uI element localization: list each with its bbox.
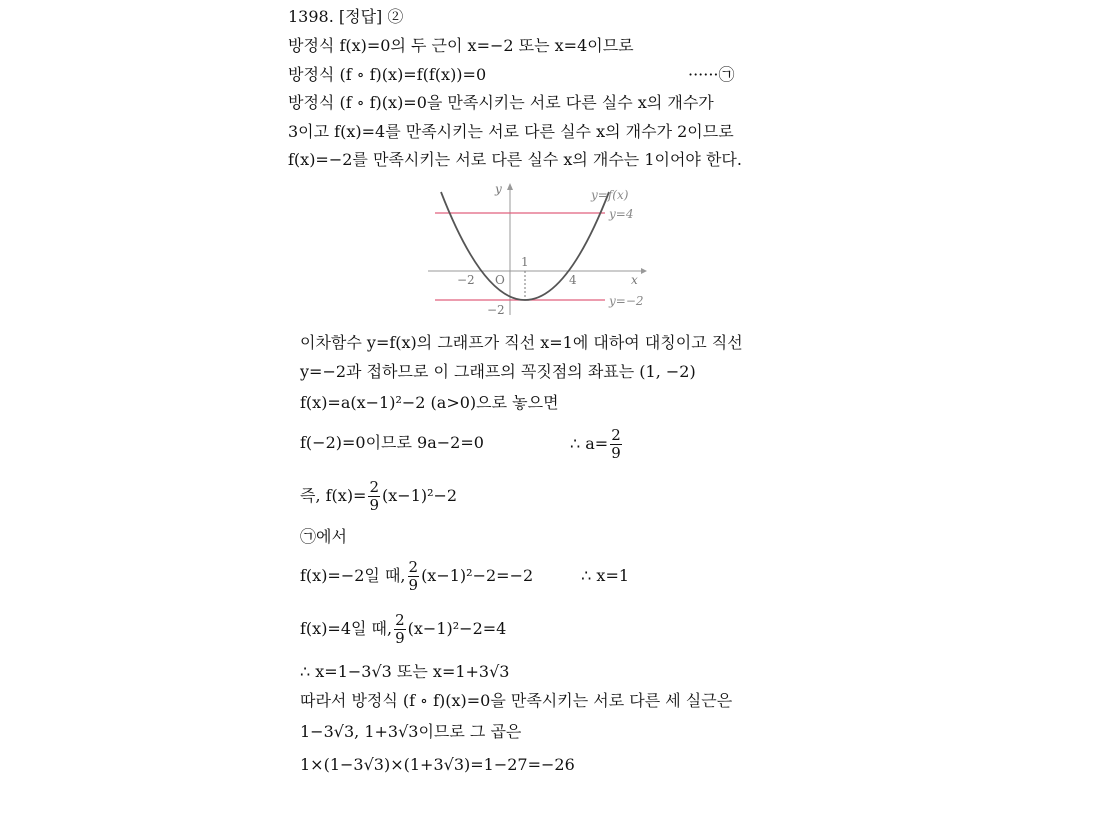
- equation-left: f(x)=4일 때,: [300, 619, 393, 638]
- text-line-2: 방정식 (f ∘ f)(x)=f(f(x))=0: [288, 65, 487, 84]
- equation-right: (x−1)²−2=4: [407, 619, 507, 638]
- fraction-a: [610, 427, 622, 462]
- text-line-1: 방정식 f(x)=0의 두 근이 x=−2 또는 x=4이므로: [288, 36, 634, 55]
- equation-f-formula: [300, 476, 457, 516]
- origin-label: O: [495, 273, 505, 287]
- tick-label-minus2: −2: [457, 273, 475, 287]
- equation-left: f(x)=−2일 때,: [300, 566, 406, 585]
- equation-right: (x−1)²−2=−2: [421, 566, 534, 585]
- equation-a-value: [570, 424, 624, 464]
- text-line-3: 방정식 (f ∘ f)(x)=0을 만족시키는 서로 다른 실수 x의 개수가: [288, 93, 714, 112]
- equation-case-minus2: [300, 556, 629, 596]
- fraction-numerator: 2: [408, 557, 419, 576]
- equation-marker: ······㉠: [688, 65, 735, 84]
- text-line-5: f(x)=−2를 만족시키는 서로 다른 실수 x의 개수는 1이어야 한다.: [288, 150, 742, 169]
- fraction-two-ninths: [394, 612, 406, 647]
- tick-label-1: 1: [521, 255, 529, 269]
- y-axis-arrow: [507, 183, 513, 190]
- from-equation-marker: ㉠에서: [300, 527, 347, 546]
- solution-line-2: y=−2과 접하므로 이 그래프의 꼭짓점의 좌표는 (1, −2): [300, 362, 696, 381]
- fraction-denominator: 9: [408, 575, 419, 594]
- problem-header: 1398. [정답] ②: [288, 7, 404, 26]
- fraction-denominator: 9: [611, 443, 621, 462]
- equation-case-4: [300, 609, 506, 649]
- line-bottom-label: y=−2: [609, 294, 644, 308]
- fraction-denominator: 9: [369, 495, 380, 514]
- y-axis-label: y: [495, 182, 502, 196]
- equation-left: 즉, f(x)=: [300, 486, 367, 505]
- tick-label-4: 4: [569, 273, 577, 287]
- equation-f-minus2: f(−2)=0이므로 9a−2=0: [300, 433, 484, 452]
- tick-label-y-minus2: −2: [487, 303, 505, 317]
- parabola-graph: [423, 180, 653, 318]
- solution-line-1: 이차함수 y=f(x)의 그래프가 직선 x=1에 대하여 대칭이고 직선: [300, 333, 743, 352]
- therefore-x1: ∴ x=1: [581, 566, 630, 585]
- text-line-4: 3이고 f(x)=4를 만족시키는 서로 다른 실수 x의 개수가 2이므로: [288, 122, 734, 141]
- fraction-numerator: 2: [611, 425, 621, 444]
- therefore-a: ∴ a=: [570, 434, 609, 453]
- conclusion-line-3: 1−3√3, 1+3√3이므로 그 곱은: [300, 722, 522, 741]
- fraction-numerator: 2: [369, 477, 380, 496]
- fraction-two-ninths: [368, 479, 380, 514]
- conclusion-line-4: 1×(1−3√3)×(1+3√3)=1−27=−26: [300, 755, 575, 774]
- fraction-denominator: 9: [395, 628, 405, 647]
- line-top-label: y=4: [609, 207, 634, 221]
- conclusion-line-2: 따라서 방정식 (f ∘ f)(x)=0을 만족시키는 서로 다른 세 실근은: [300, 691, 733, 710]
- fraction-numerator: 2: [395, 610, 405, 629]
- x-axis-arrow: [641, 268, 647, 274]
- x-axis-label: x: [631, 273, 638, 287]
- equation-right: (x−1)²−2: [382, 486, 458, 505]
- curve-label: y=f(x): [591, 188, 629, 202]
- conclusion-line-1: ∴ x=1−3√3 또는 x=1+3√3: [300, 662, 510, 681]
- solution-line-3: f(x)=a(x−1)²−2 (a>0)으로 놓으면: [300, 393, 559, 412]
- fraction-two-ninths: [408, 559, 420, 594]
